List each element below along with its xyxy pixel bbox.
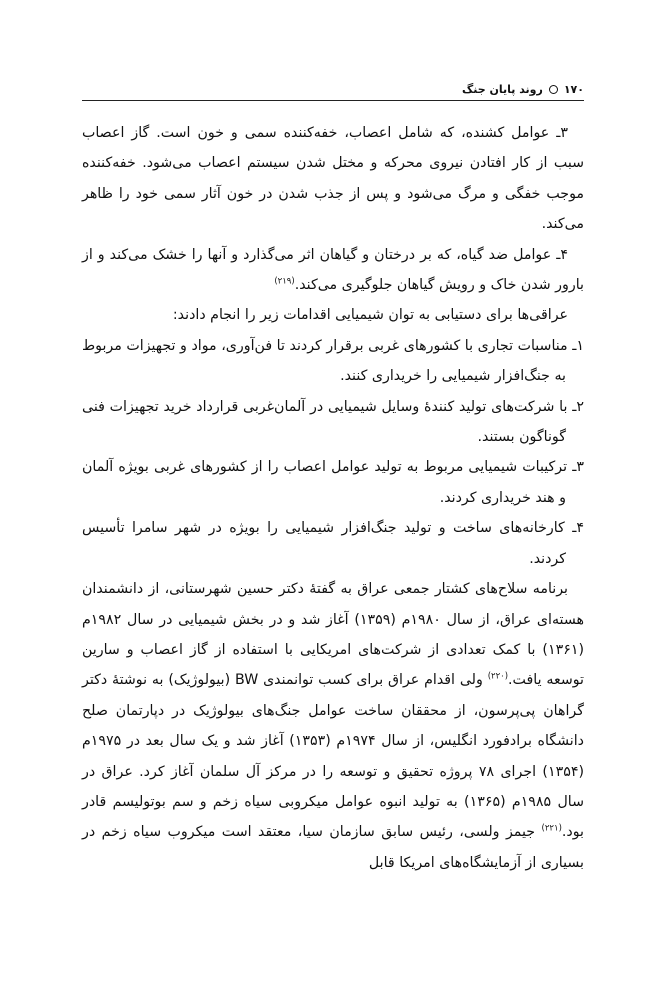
footnote-marker: (۲۲۰) xyxy=(487,671,509,682)
list-item: ۲ـ با شرکت‌های تولید کنندهٔ وسایل شیمیایی در آلمان‌غربی قرارداد خرید تجهیزات فنی گوناگون بستند. xyxy=(82,398,584,446)
list-item: ۴ـ کارخانه‌های ساخت و تولید جنگ‌افزار شیمیایی را بویژه در شهر سامرا تأسیس کردند. xyxy=(82,520,584,567)
footnote-marker: (۲۲۱) xyxy=(541,823,562,834)
paragraph-text: ۳ـ عوامل کشنده، که شامل اعصاب، خفه‌کننده سمی و خون است. گاز اعصاب سبب از کار افتادن نیروی محرکه و مختل شدن سیستم اعصاب می‌شود. خفه‌کننده موجب خفگی و مرگ می‌شود و پس از جذب شدن در خون آثار سمی خود را ظاهر می‌کند. xyxy=(82,125,584,233)
running-title: روند پایان جنگ xyxy=(461,82,543,96)
paragraph-text: جیمز ولسی، رئیس سابق سازمان سیا، معتقد است میکروب سیاه زخم در بسیاری از آزمایشگاه‌های امریکا قابل xyxy=(82,824,584,871)
paragraph-text: ولی اقدام عراق برای کسب توانمندی BW (بیولوژیک) به نوشتهٔ دکتر گراهان پی‌پرسون، از محققان ساخت عوامل جنگ‌های بیولوژیک در دپارتمان صلح دانشگاه برادفورد انگلیس، از سال ۱۹۷۴م (۱۳۵۳) آغاز شد و یک سال بعد در ۱۹۷۵م (۱۳۵۴) اجرای ۷۸ پروژه تحقیق و توسعه را در مرکز آل سلمان آغاز کرد. عراق در سال ۱۹۸۵م (۱۳۶۵) به تولید انبوه عوامل میکروبی سیاه زخم و سم بوتولیسم قادر بود. xyxy=(82,672,584,841)
paragraph-text: عراقی‌ها برای دستیابی به توان شیمیایی اقدامات زیر را انجام دادند: xyxy=(172,307,568,324)
page-number: ۱۷۰ xyxy=(563,82,584,96)
paragraph-iraqi-measures-intro xyxy=(82,300,584,330)
list-item: ۱ـ مناسبات تجاری با کشورهای غربی برقرار کردند تا فن‌آوری، مواد و تجهیزات مربوط به جنگ‌افزار شیمیایی را خریداری کنند. xyxy=(82,337,584,385)
paragraph-text: برنامه سلاح‌های کشتار جمعی عراق به گفتهٔ دکتر حسین شهرستانی، از دانشمندان هسته‌ای عراق، از سال ۱۹۸۰م (۱۳۵۹) آغاز شد و در بخش شیمیایی در سال ۱۹۸۲م (۱۳۶۱) با کمک تعدادی از شرکت‌های امریکایی با استفاده از گاز اعصاب و سارین توسعه یافت. xyxy=(82,581,585,689)
paragraph-anti-plant-agents xyxy=(82,240,584,301)
list-item: ۳ـ ترکیبات شیمیایی مربوط به تولید عوامل اعصاب را از کشورهای غربی بویژه آلمان و هند خریداری کردند. xyxy=(82,459,584,506)
paragraph-lethal-agents xyxy=(82,118,584,240)
footnote-marker: (۲۱۹) xyxy=(274,276,295,287)
running-header xyxy=(82,78,584,101)
circle-ornament-icon xyxy=(549,85,558,94)
paragraph-text: ۴ـ عوامل ضد گیاه، که بر درختان و گیاهان اثر می‌گذارد و آنها را خشک می‌کند و از بارور شدن خاک و رویش گیاهان جلوگیری می‌کند. xyxy=(82,246,584,294)
body-text xyxy=(82,118,584,878)
paragraph-wmd-program xyxy=(82,574,584,878)
